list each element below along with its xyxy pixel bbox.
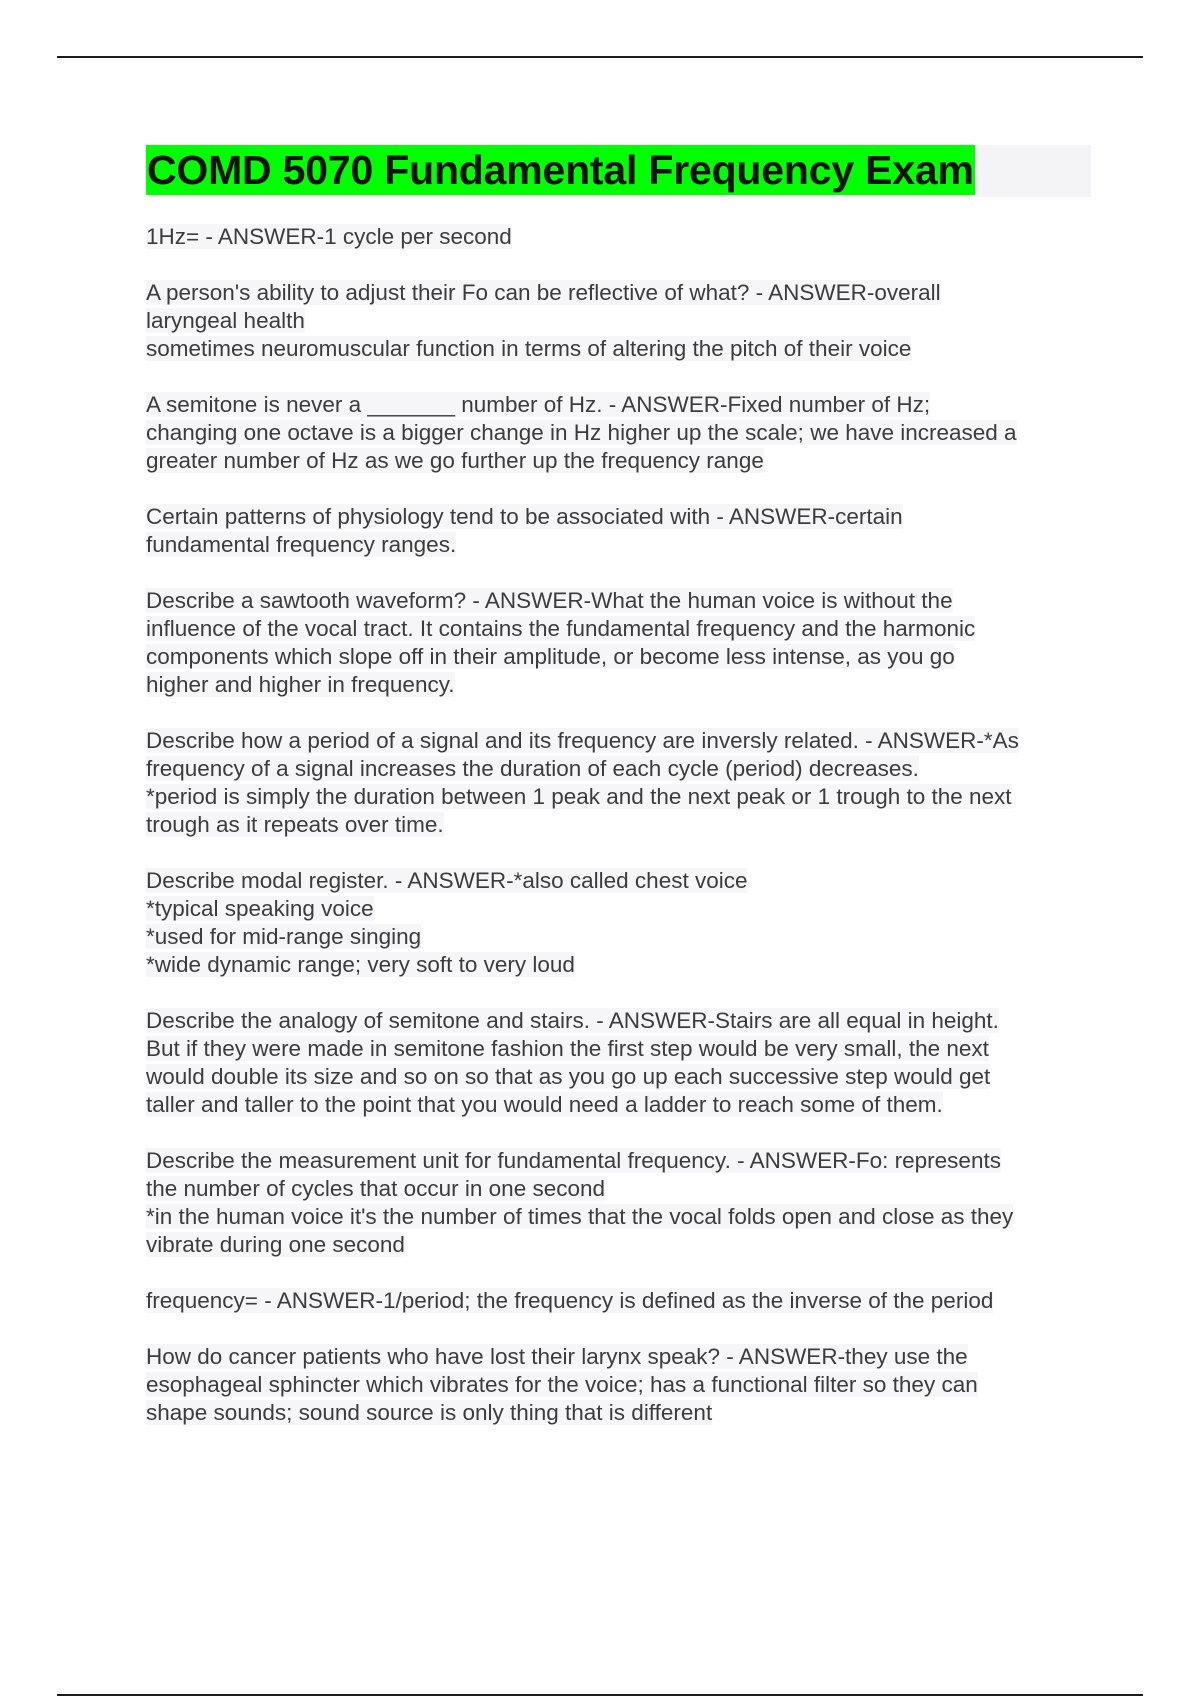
qa-text-line (146, 1091, 1091, 1119)
qa-text: higher and higher in frequency. (146, 672, 455, 697)
qa-item (146, 503, 1091, 559)
qa-text: vibrate during one second (146, 1232, 405, 1257)
qa-item (146, 867, 1091, 979)
qa-text-line (146, 671, 1091, 699)
qa-item (146, 391, 1091, 475)
qa-text: greater number of Hz as we go further up the frequency range (146, 448, 764, 473)
qa-text-line (146, 755, 1091, 783)
qa-item (146, 1147, 1091, 1259)
qa-text: laryngeal health (146, 308, 305, 333)
qa-text: changing one octave is a bigger change in Hz higher up the scale; we have increased a (146, 420, 1017, 445)
qa-text: influence of the vocal tract. It contains the fundamental frequency and the harmonic (146, 616, 976, 641)
qa-text: *in the human voice it's the number of times that the vocal folds open and close as they (146, 1204, 1014, 1229)
qa-text-line (146, 503, 1091, 531)
qa-item (146, 1343, 1091, 1427)
qa-text-line (146, 419, 1091, 447)
qa-text: Describe the measurement unit for fundamental frequency. - ANSWER-Fo: represents (146, 1148, 1001, 1173)
qa-text: frequency of a signal increases the duration of each cycle (period) decreases. (146, 756, 919, 781)
qa-text-line (146, 1371, 1091, 1399)
qa-item (146, 1007, 1091, 1119)
qa-text-line (146, 1063, 1091, 1091)
qa-text-line (146, 727, 1091, 755)
qa-text: esophageal sphincter which vibrates for the voice; has a functional filter so they can (146, 1372, 978, 1397)
qa-text-line (146, 1175, 1091, 1203)
qa-text-line (146, 335, 1091, 363)
qa-text-line (146, 895, 1091, 923)
document-body (146, 145, 1091, 1455)
qa-text: Describe modal register. - ANSWER-*also called chest voice (146, 868, 748, 893)
qa-item (146, 1287, 1091, 1315)
qa-text-line (146, 1343, 1091, 1371)
qa-text: Describe how a period of a signal and its frequency are inversly related. - ANSWER-*As (146, 728, 1019, 753)
qa-text-line (146, 1007, 1091, 1035)
qa-text-line (146, 1035, 1091, 1063)
qa-text: shape sounds; sound source is only thing that is different (146, 1400, 713, 1425)
qa-text-line (146, 1231, 1091, 1259)
qa-text: frequency= - ANSWER-1/period; the frequency is defined as the inverse of the period (146, 1288, 994, 1313)
title-block (146, 145, 1091, 197)
qa-text-line (146, 1287, 1091, 1315)
qa-text: taller and taller to the point that you would need a ladder to reach some of them. (146, 1092, 943, 1117)
qa-text-line (146, 951, 1091, 979)
qa-text: A person's ability to adjust their Fo can be reflective of what? - ANSWER-overall (146, 280, 941, 305)
page-title: COMD 5070 Fundamental Frequency Exam (147, 147, 974, 193)
qa-text: trough as it repeats over time. (146, 812, 444, 837)
qa-text-line (146, 615, 1091, 643)
qa-text: the number of cycles that occur in one second (146, 1176, 606, 1201)
qa-text-line (146, 307, 1091, 335)
qa-text-line (146, 531, 1091, 559)
qa-item (146, 727, 1091, 839)
qa-text-line (146, 223, 1091, 251)
qa-text: Certain patterns of physiology tend to be associated with - ANSWER-certain (146, 504, 903, 529)
qa-text: A semitone is never a _______ number of Hz. - ANSWER-Fixed number of Hz; (146, 392, 931, 417)
qa-text-line (146, 783, 1091, 811)
qa-text-line (146, 923, 1091, 951)
qa-text: How do cancer patients who have lost their larynx speak? - ANSWER-they use the (146, 1344, 968, 1369)
qa-text: would double its size and so on so that as you go up each successive step would get (146, 1064, 991, 1089)
qa-text: *wide dynamic range; very soft to very loud (146, 952, 575, 977)
qa-text-line (146, 391, 1091, 419)
qa-text: components which slope off in their amplitude, or become less intense, as you go (146, 644, 955, 669)
qa-text: 1Hz= - ANSWER-1 cycle per second (146, 224, 512, 249)
qa-text-line (146, 587, 1091, 615)
qa-text: *typical speaking voice (146, 896, 374, 921)
qa-text: But if they were made in semitone fashion the first step would be very small, the next (146, 1036, 989, 1061)
header-rule (57, 56, 1143, 58)
qa-text-line (146, 1399, 1091, 1427)
qa-list (146, 223, 1091, 1427)
qa-text: Describe the analogy of semitone and stairs. - ANSWER-Stairs are all equal in height. (146, 1008, 999, 1033)
qa-item (146, 587, 1091, 699)
qa-text: *period is simply the duration between 1 peak and the next peak or 1 trough to the next (146, 784, 1012, 809)
qa-text-line (146, 1147, 1091, 1175)
qa-text-line (146, 447, 1091, 475)
qa-text-line (146, 1203, 1091, 1231)
qa-item (146, 279, 1091, 363)
qa-text: fundamental frequency ranges. (146, 532, 457, 557)
qa-text: Describe a sawtooth waveform? - ANSWER-What the human voice is without the (146, 588, 953, 613)
qa-text: sometimes neuromuscular function in terms of altering the pitch of their voice (146, 336, 912, 361)
qa-text-line (146, 811, 1091, 839)
qa-text: *used for mid-range singing (146, 924, 422, 949)
qa-item (146, 223, 1091, 251)
qa-text-line (146, 643, 1091, 671)
qa-text-line (146, 867, 1091, 895)
footer-rule (57, 1694, 1143, 1696)
qa-text-line (146, 279, 1091, 307)
